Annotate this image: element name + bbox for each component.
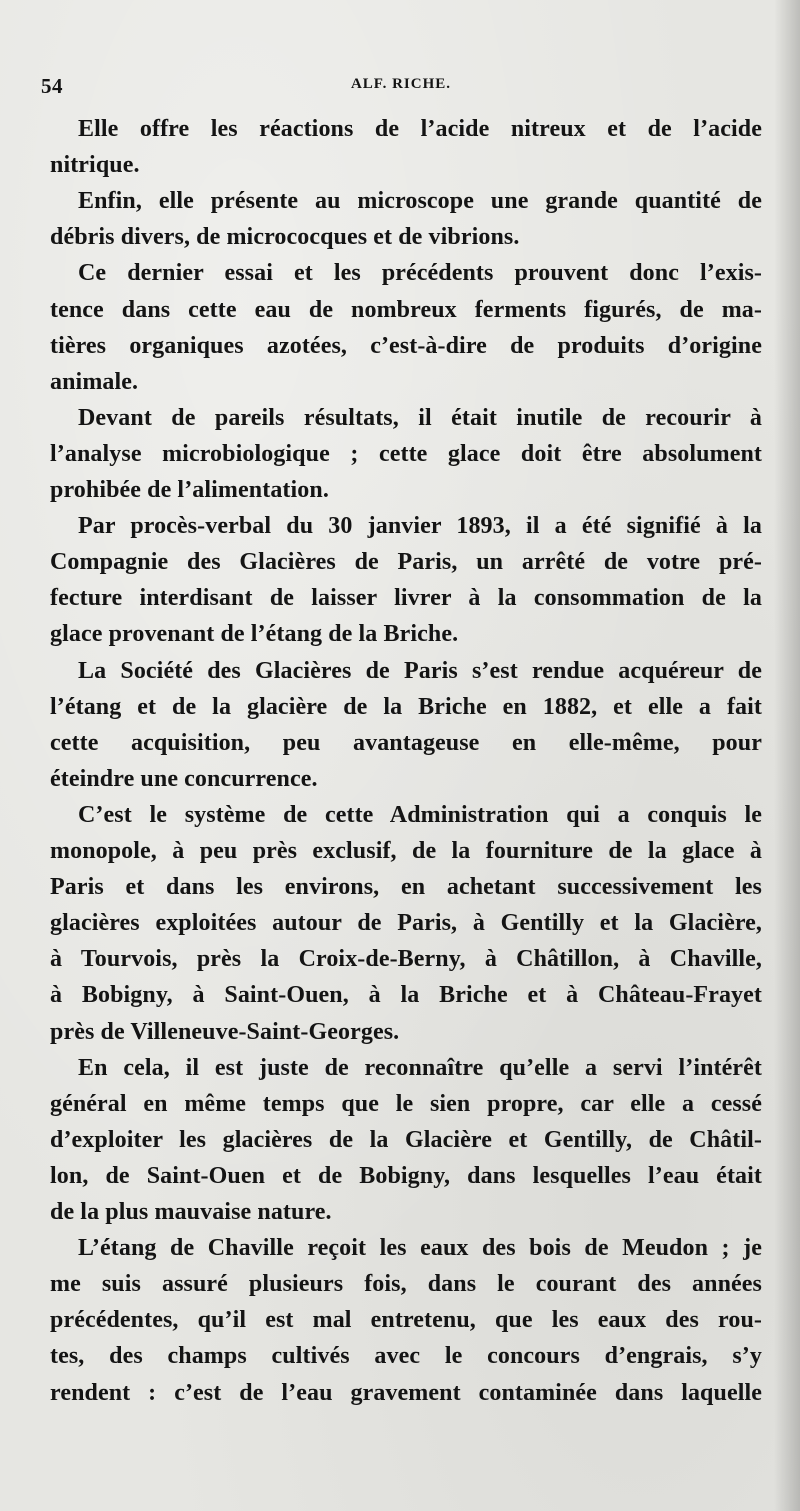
text-line: En cela, il est juste de reconnaître qu’elle a servi l’intérêt: [78, 1054, 762, 1081]
text-line: L’étang de Chaville reçoit les eaux des bois de Meudon ; je: [78, 1235, 762, 1262]
page-gutter-shadow: [774, 0, 800, 1511]
text-line: éteindre une concurrence.: [50, 765, 318, 792]
text-line: animale.: [50, 368, 139, 395]
text-line: Enfin, elle présente au microscope une grande quantité de: [78, 188, 762, 215]
text-line: me suis assuré plusieurs fois, dans le courant des années: [50, 1271, 762, 1298]
text-line: Paris et dans les environs, en achetant successivement les: [50, 874, 762, 901]
text-line: fecture interdisant de laisser livrer à la consommation de la: [50, 585, 762, 612]
text-line: glace provenant de l’étang de la Briche.: [50, 621, 459, 648]
text-line: de la plus mauvaise nature.: [50, 1199, 332, 1225]
text-line: rendent : c’est de l’eau gravement contaminée dans laquelle: [50, 1379, 762, 1406]
text-line: Ce dernier essai et les précédents prouvent donc l’exis-: [78, 260, 762, 287]
text-line: Elle offre les réactions de l’acide nitreux et de l’acide: [78, 116, 762, 142]
text-line: tes, des champs cultivés avec le concours d’engrais, s’y: [50, 1343, 762, 1370]
text-line: l’analyse microbiologique ; cette glace doit être absolument: [50, 440, 762, 467]
text-line: lon, de Saint-Ouen et de Bobigny, dans lesquelles l’eau était: [50, 1162, 762, 1189]
text-line: glacières exploitées autour de Paris, à Gentilly et la Glacière,: [50, 910, 762, 937]
text-line: tence dans cette eau de nombreux ferments figurés, de ma-: [50, 296, 762, 323]
text-line: l’étang et de la glacière de la Briche en 1882, et elle a fait: [50, 693, 762, 720]
text-line: près de Villeneuve-Saint-Georges.: [50, 1018, 400, 1045]
text-line: Compagnie des Glacières de Paris, un arrêté de votre pré-: [50, 549, 762, 576]
running-head: [41, 74, 761, 104]
text-line: à Bobigny, à Saint-Ouen, à la Briche et à Château-Frayet: [50, 982, 762, 1009]
running-title: ALF. RICHE.: [350, 76, 452, 92]
text-line: débris divers, de micrococques et de vibrions.: [50, 224, 520, 251]
text-line: prohibée de l’alimentation.: [50, 477, 329, 503]
text-line: d’exploiter les glacières de la Glacière et Gentilly, de Châtil-: [50, 1126, 762, 1153]
text-line: Devant de pareils résultats, il était inutile de recourir à: [78, 404, 762, 431]
text-line: cette acquisition, peu avantageuse en elle-même, pour: [50, 729, 762, 756]
text-line: La Société des Glacières de Paris s’est rendue acquéreur de: [78, 657, 762, 684]
text-line: nitrique.: [50, 152, 140, 179]
page-number: 54: [41, 74, 63, 98]
text-line: C’est le système de cette Administration qui a conquis le: [78, 801, 762, 828]
text-line: précédentes, qu’il est mal entretenu, que les eaux des rou-: [50, 1307, 762, 1334]
text-line: à Tourvois, près la Croix-de-Berny, à Châtillon, à Chaville,: [50, 946, 762, 973]
text-line: monopole, à peu près exclusif, de la fourniture de la glace à: [50, 838, 762, 864]
text-line: tières organiques azotées, c’est-à-dire de produits d’origine: [50, 332, 762, 359]
text-line: Par procès-verbal du 30 janvier 1893, il a été signifié à la: [78, 513, 762, 540]
text-line: général en même temps que le sien propre, car elle a cessé: [50, 1090, 762, 1117]
